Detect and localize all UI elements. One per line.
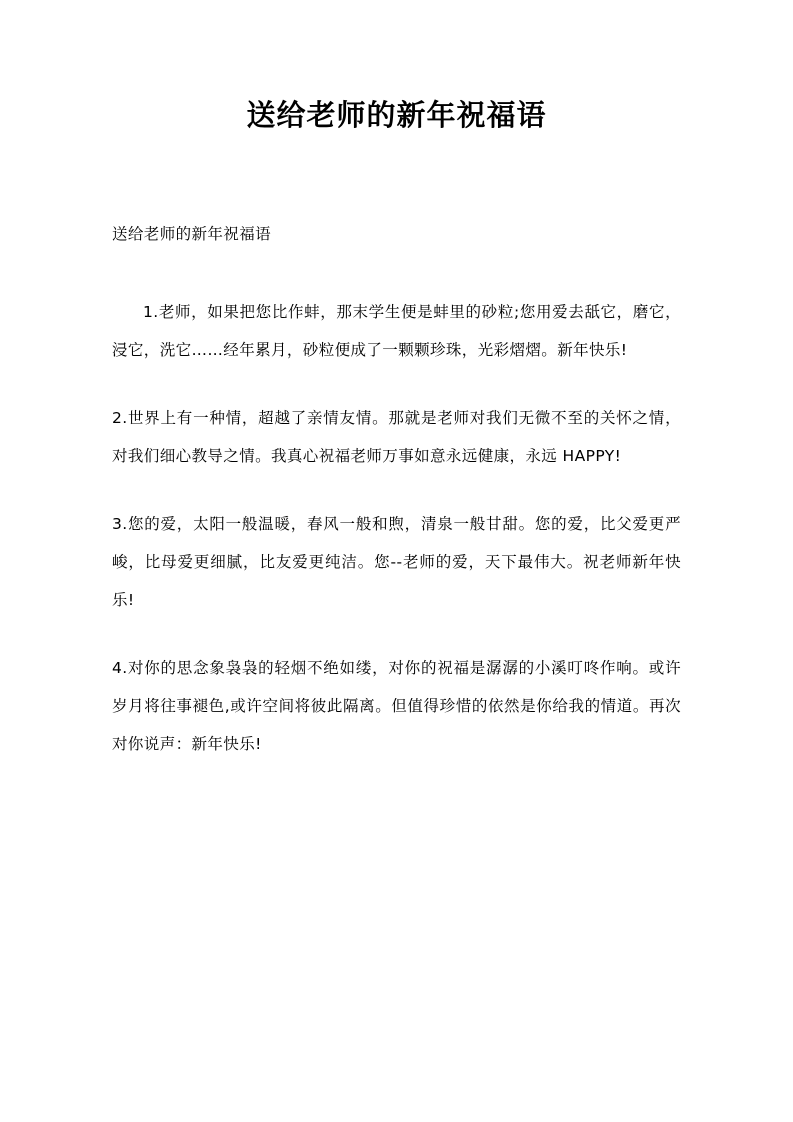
paragraph-1: 1.老师，如果把您比作蚌，那末学生便是蚌里的砂粒;您用爱去舐它，磨它，浸它，洗它……经年累月，砂粒便成了一颗颗珍珠，光彩熠熠。新年快乐! [112,302,681,359]
lead-paragraph: 送给老师的新年祝福语 [112,224,272,243]
document-body [112,215,681,763]
paragraph-4: 4.对你的思念象袅袅的轻烟不绝如缕，对你的祝福是潺潺的小溪叮咚作响。或许岁月将往事褪色,或许空间将彼此隔离。但值得珍惜的依然是你给我的情道。再次对你说声：新年快乐! [112,658,681,753]
paragraph-3: 3.您的爱，太阳一般温暖，春风一般和煦，清泉一般甘甜。您的爱，比父爱更严峻，比母爱更细腻，比友爱更纯洁。您--老师的爱，天下最伟大。祝老师新年快乐! [112,514,681,609]
paragraph-2: 2.世界上有一种情，超越了亲情友情。那就是老师对我们无微不至的关怀之情，对我们细心教导之情。我真心祝福老师万事如意永远健康，永远 HAPPY! [112,408,681,465]
page-title: 送给老师的新年祝福语 [246,100,547,132]
